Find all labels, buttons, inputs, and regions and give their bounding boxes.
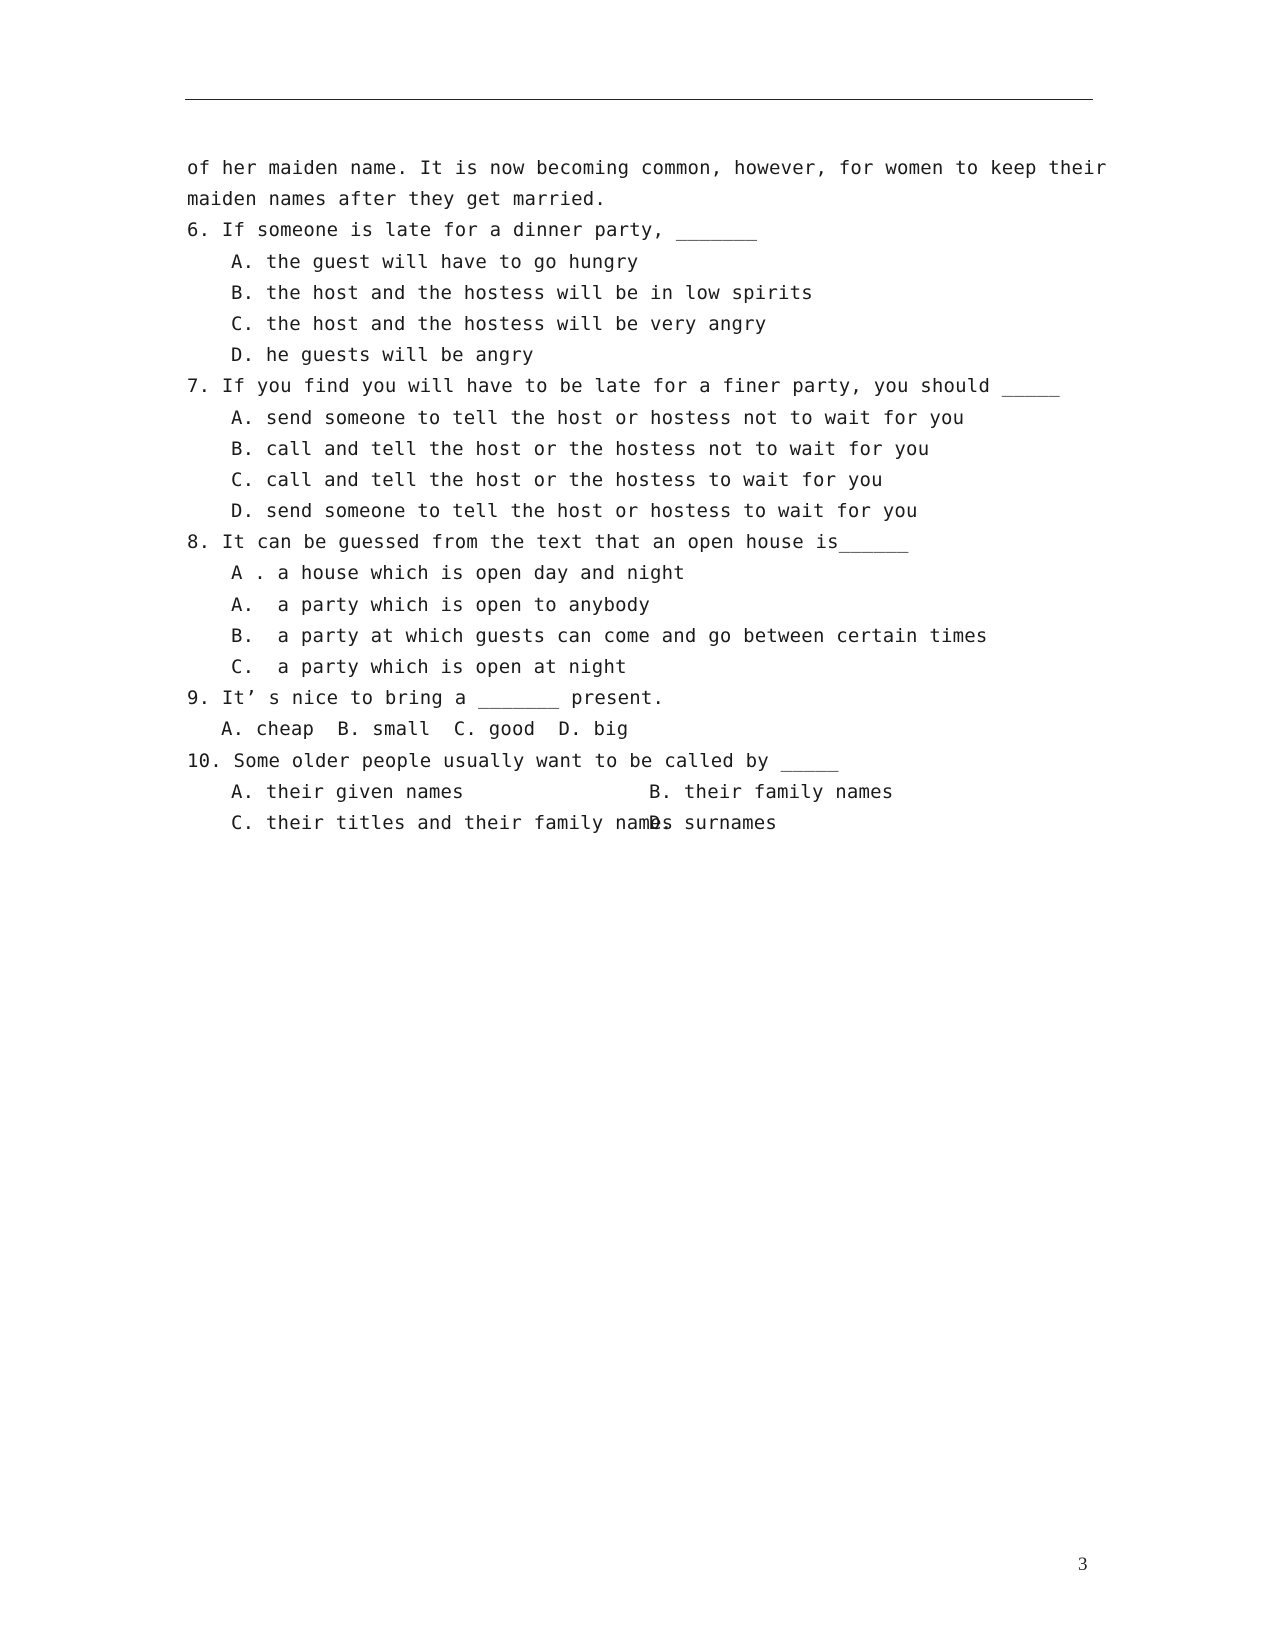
answer-option: C. a party which is open at night	[231, 656, 627, 678]
passage-line: maiden names after they get married.	[187, 188, 607, 211]
page-number: 3	[1078, 1554, 1088, 1575]
answer-option: A. their given names	[231, 780, 464, 803]
answer-option: A. send someone to tell the host or hostess not to wait for you	[231, 406, 965, 429]
question-stem: 10. Some older people usually want to be called by _____	[187, 749, 839, 772]
header-rule	[185, 99, 1093, 100]
answer-option: D. send someone to tell the host or hostess to wait for you	[231, 500, 918, 523]
answer-option-row	[187, 808, 1087, 839]
question-stem: 9. It’ s nice to bring a _______ present.	[187, 687, 665, 710]
answer-option: B. call and tell the host or the hostess not to wait for you	[231, 437, 930, 460]
answer-option: C. the host and the hostess will be very angry	[231, 312, 767, 335]
answer-option: B. the host and the hostess will be in low spirits	[231, 281, 813, 304]
answer-option: B. a party at which guests can come and go between certain times	[231, 624, 988, 647]
answer-option: D. surnames	[649, 811, 778, 834]
answer-option: A. a party which is open to anybody	[231, 593, 651, 616]
question-stem: 8. It can be guessed from the text that an open house is______	[187, 531, 909, 554]
answer-option: B. their family names	[649, 780, 894, 803]
answer-option: D. he guests will be angry	[231, 344, 534, 367]
passage-line: of her maiden name. It is now becoming common, however, for women to keep their	[187, 157, 1107, 179]
document-body	[187, 153, 1107, 839]
answer-option: C. their titles and their family names	[231, 811, 674, 834]
answer-option: A . a house which is open day and night	[231, 562, 685, 585]
answer-option: A. the guest will have to go hungry	[231, 250, 639, 273]
question-stem: 6. If someone is late for a dinner party, _______	[187, 219, 758, 242]
answer-option-row	[187, 777, 1087, 808]
answer-option: C. call and tell the host or the hostess to wait for you	[231, 468, 883, 491]
answer-options-inline: A. cheap B. small C. good D. big	[221, 718, 629, 741]
question-stem: 7. If you find you will have to be late for a finer party, you should _____	[187, 375, 1060, 398]
